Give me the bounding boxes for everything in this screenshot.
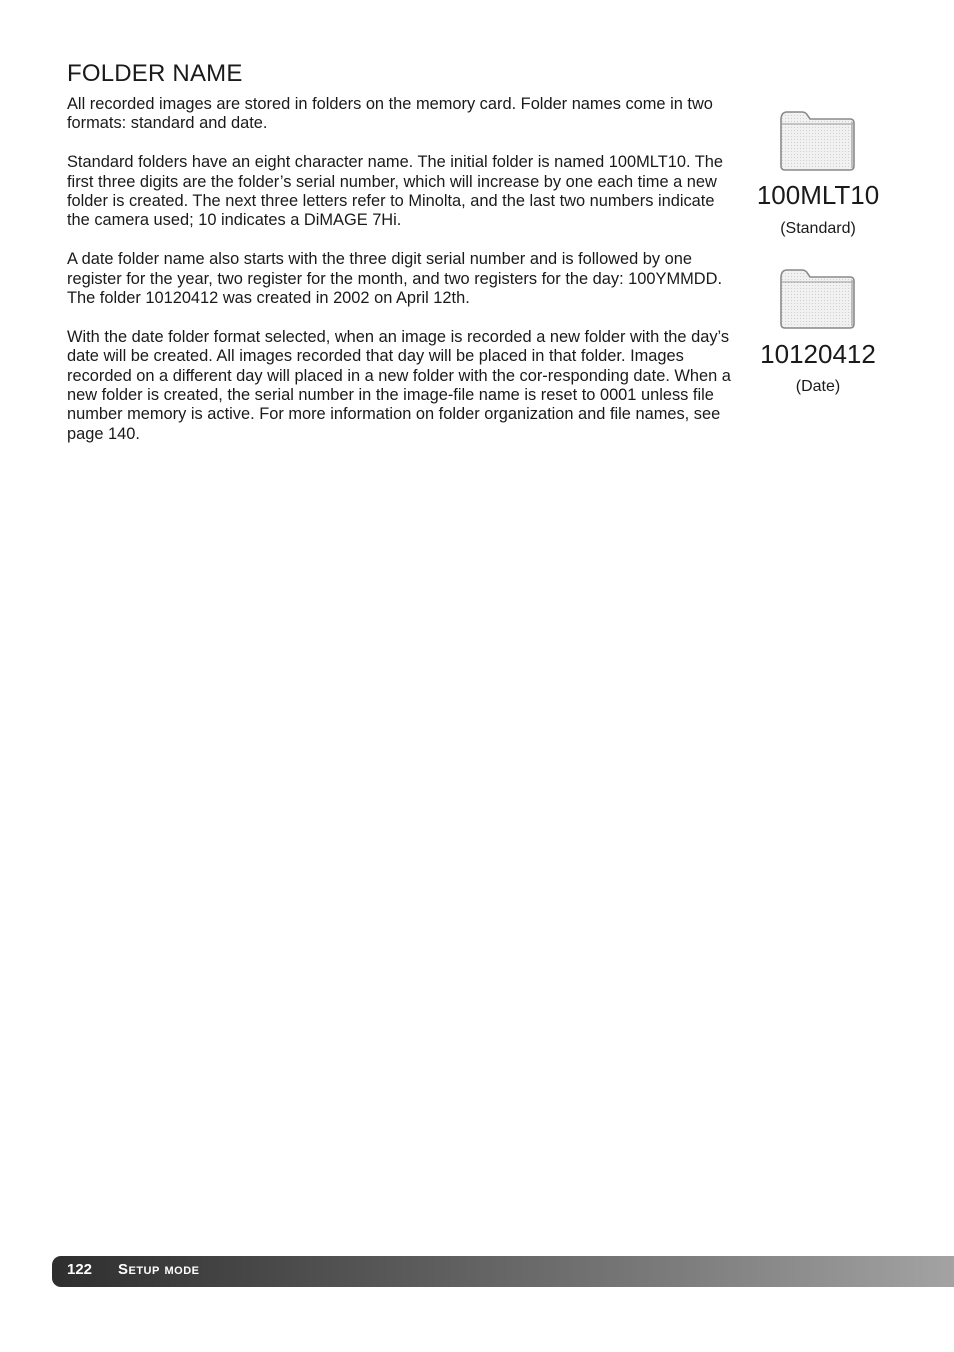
folder-caption-standard: (Standard) — [780, 220, 856, 237]
body-text — [67, 95, 739, 464]
page-number: 122 — [67, 1261, 93, 1278]
folder-icon — [778, 108, 856, 172]
folder-name-date: 10120412 — [760, 339, 876, 369]
folder-icon — [778, 266, 856, 330]
paragraph-date-format: With the date folder format selected, when an image is recorded a new folder with the day’s date will be created. All images recorded that day will be placed in that folder. Images recorded on a different day will placed in a new folder with the cor-responding date. When a new folder is created, the serial number in the image-file name is reset to 0001 unless file number memory is active. For more information on folder organization and file names, see page 140. — [67, 327, 731, 443]
folder-name-standard: 100MLT10 — [756, 180, 880, 210]
section-label: Setup mode — [118, 1261, 200, 1278]
page-title: FOLDER NAME — [67, 60, 243, 87]
paragraph-standard: Standard folders have an eight character name. The initial folder is named 100MLT10. The first three digits are the folder’s serial number, which will increase by one each time a new folder is created. The next three letters refer to Minolta, and the last two numbers indicate the camera used; 10 indicates a DiMAGE 7Hi. — [67, 153, 724, 230]
folder-caption-date: (Date) — [795, 378, 841, 395]
paragraph-intro: All recorded images are stored in folders on the memory card. Folder names come in two formats: standard and date. — [67, 95, 713, 133]
paragraph-date: A date folder name also starts with the three digit serial number and is followed by one register for the year, two register for the month, and two registers for the day: 100YMMDD. The folder 10120412 was created in 2002 on April 12th. — [67, 250, 723, 308]
